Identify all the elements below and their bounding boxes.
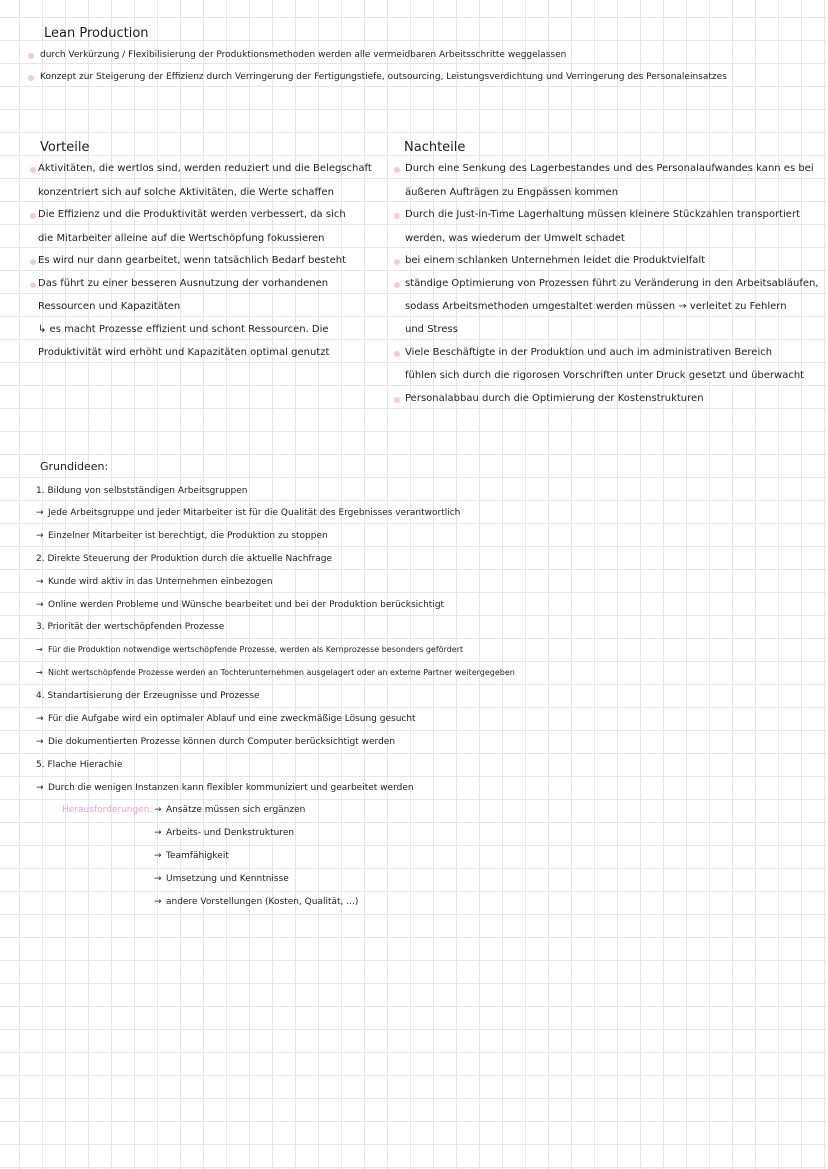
grundidee-detail: Für die Aufgabe wird ein optimaler Ablauf und eine zweckmäßige Lösung gesucht [48, 714, 416, 724]
page-title: Lean Production [44, 26, 149, 41]
grundidee-detail: Die dokumentierten Prozesse können durch Computer berücksichtigt werden [48, 737, 396, 747]
arrow-icon: → [154, 851, 162, 861]
grundidee-point: 5. Flache Hierachie [36, 760, 123, 770]
arrow-icon: → [36, 737, 44, 747]
arrow-icon: → [154, 805, 162, 815]
intro-line: Konzept zur Steigerung der Effizienz durch Verringerung der Fertigungstiefe, outsourcing, Leistungsverdichtung und Verringerung des Personaleinsatzes [40, 72, 727, 82]
nachteile-line: äußeren Aufträgen zu Engpässen kommen [405, 187, 619, 198]
herausforderung-item: Teamfähigkeit [166, 851, 229, 861]
bullet-dot [394, 167, 400, 173]
bullet-dot [28, 53, 34, 59]
bullet-dot [394, 397, 400, 403]
nachteile-line: ständige Optimierung von Prozessen führt zu Veränderung in den Arbeitsabläufen, [405, 278, 819, 289]
vorteile-line: Aktivitäten, die wertlos sind, werden reduziert und die Belegschaft [38, 163, 372, 174]
bullet-dot [394, 213, 400, 219]
arrow-icon: → [36, 645, 43, 654]
grundidee-detail: Einzelner Mitarbeiter ist berechtigt, die Produktion zu stoppen [48, 531, 328, 541]
intro-line: durch Verkürzung / Flexibilisierung der Produktionsmethoden werden alle vermeidbaren Arbeitsschritte weggelassen [40, 50, 567, 60]
vorteile-line: konzentriert sich auf solche Aktivitäten, die Werte schaffen [38, 187, 334, 198]
grundidee-point: 2. Direkte Steuerung der Produktion durch die aktuelle Nachfrage [36, 554, 333, 564]
nachteile-line: Viele Beschäftigte in der Produktion und auch im administrativen Bereich [405, 347, 773, 358]
vorteile-line: ↳ es macht Prozesse effizient und schont Ressourcen. Die [38, 324, 329, 335]
bullet-dot [394, 351, 400, 357]
nachteile-line: fühlen sich durch die rigorosen Vorschriften unter Druck gesetzt und überwacht [405, 370, 805, 381]
arrow-icon: → [36, 783, 44, 793]
vorteile-line: Das führt zu einer besseren Ausnutzung der vorhandenen [38, 278, 329, 289]
vorteile-line: Ressourcen und Kapazitäten [38, 301, 181, 312]
herausforderung-item: Arbeits- und Denkstrukturen [166, 828, 295, 838]
vorteile-line: Die Effizienz und die Produktivität werden verbessert, da sich [38, 209, 346, 220]
grundidee-detail: Kunde wird aktiv in das Unternehmen einbezogen [48, 577, 273, 587]
grundidee-point: 3. Priorität der wertschöpfenden Prozesse [36, 622, 225, 632]
nachteile-heading: Nachteile [404, 140, 466, 155]
grundidee-detail: Für die Produktion notwendige wertschöpfende Prozesse, werden als Kernprozesse besonders gefördert [48, 645, 464, 654]
arrow-icon: → [154, 828, 162, 838]
nachteile-line: und Stress [405, 324, 458, 335]
herausforderungen-label: Herausforderungen: [62, 805, 153, 815]
arrow-icon: → [154, 897, 162, 907]
bullet-dot [394, 282, 400, 288]
nachteile-line: bei einem schlanken Unternehmen leidet die Produktvielfalt [405, 255, 706, 266]
grundidee-point: 4. Standartisierung der Erzeugnisse und Prozesse [36, 691, 260, 701]
grundidee-point: 1. Bildung von selbstständigen Arbeitsgruppen [36, 486, 248, 496]
vorteile-line: Produktivität wird erhöht und Kapazitäten optimal genutzt [38, 347, 330, 358]
grundidee-detail: Jede Arbeitsgruppe und jeder Mitarbeiter ist für die Qualität des Ergebnisses verantwortlich [48, 508, 461, 518]
vorteile-line: Es wird nur dann gearbeitet, wenn tatsächlich Bedarf besteht [38, 255, 347, 266]
nachteile-line: Personalabbau durch die Optimierung der Kostenstrukturen [405, 393, 704, 404]
grundidee-detail: Nicht wertschöpfende Prozesse werden an Tochterunternehmen ausgelagert oder an externe Partner weitergegeben [48, 668, 515, 677]
vorteile-heading: Vorteile [40, 140, 90, 155]
bullet-dot [30, 213, 36, 219]
bullet-dot [30, 259, 36, 265]
grundidee-detail: Durch die wenigen Instanzen kann flexibler kommuniziert und gearbeitet werden [48, 783, 414, 793]
herausforderung-item: andere Vorstellungen (Kosten, Qualität, ...) [166, 897, 359, 907]
nachteile-line: werden, was wiederum der Umwelt schadet [405, 233, 625, 244]
arrow-icon: → [154, 874, 162, 884]
bullet-dot [394, 259, 400, 265]
herausforderung-item: Umsetzung und Kenntnisse [166, 874, 289, 884]
bullet-dot [30, 167, 36, 173]
bullet-dot [30, 282, 36, 288]
grundideen-heading: Grundideen: [40, 460, 109, 473]
arrow-icon: → [36, 714, 44, 724]
arrow-icon: → [36, 600, 44, 610]
vorteile-line: die Mitarbeiter alleine auf die Wertschöpfung fokussieren [38, 233, 325, 244]
arrow-icon: → [36, 531, 44, 541]
bullet-dot [28, 75, 34, 81]
arrow-icon: → [36, 668, 43, 677]
nachteile-line: Durch eine Senkung des Lagerbestandes und des Personalaufwandes kann es bei [405, 163, 814, 174]
nachteile-line: Durch die Just-in-Time Lagerhaltung müssen kleinere Stückzahlen transportiert [405, 209, 800, 220]
grundidee-detail: Online werden Probleme und Wünsche bearbeitet und bei der Produktion berücksichtigt [48, 600, 445, 610]
herausforderung-item: Ansätze müssen sich ergänzen [166, 805, 306, 815]
arrow-icon: → [36, 508, 44, 518]
arrow-icon: → [36, 577, 44, 587]
nachteile-line: sodass Arbeitsmethoden umgestaltet werden müssen → verleitet zu Fehlern [405, 301, 787, 312]
